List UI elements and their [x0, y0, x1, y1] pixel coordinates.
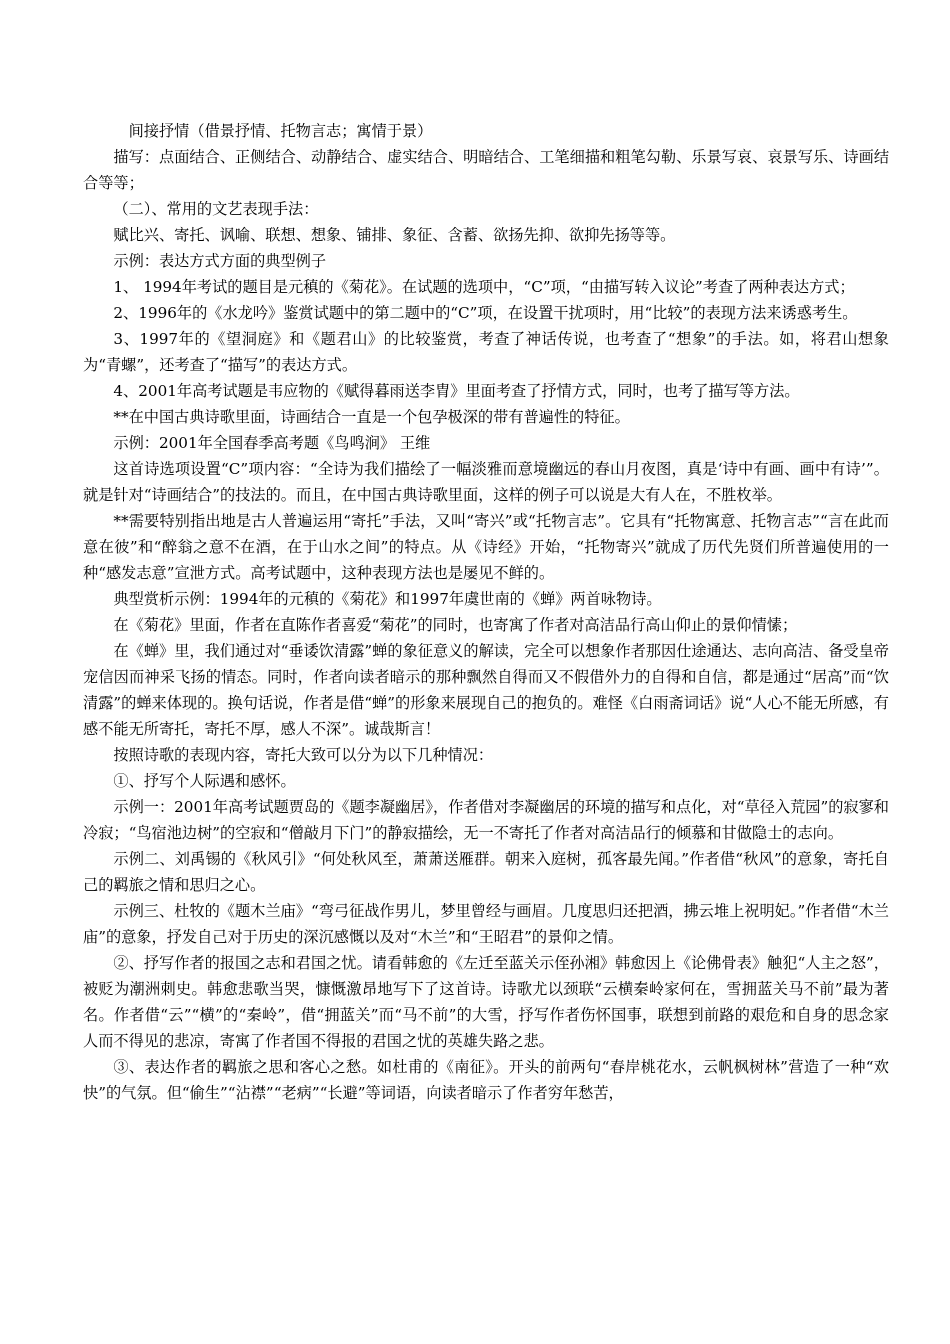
paragraph: 示例二、刘禹锡的《秋风引》“何处秋风至，萧萧送雁群。朝来入庭树，孤客最先闻。”作者借“秋风”的意象，寄托自己的羁旅之情和思归之心。	[83, 850, 889, 894]
paragraph: **在中国古典诗歌里面，诗画结合一直是一个包孕极深的带有普遍性的特征。	[113, 408, 630, 426]
list-item: ①、抒写个人际遇和感怀。	[113, 772, 296, 790]
list-item: ②、抒写作者的报国之志和君国之忧。请看韩愈的《左迁至蓝关示侄孙湘》韩愈因上《论佛骨表》触犯“人主之怒”，被贬为潮洲刺史。韩愈悲歌当哭，慷慨激昂地写下了这首诗。诗歌尤以颈联“云横秦岭家何在，雪拥蓝关马不前”最为著名。作者借“云”“横”的“秦岭”，借“拥蓝关”而“马不前”的大雪，抒写作者伤怀国事，联想到前路的艰危和自身的思念家人而不得见的悲凉，寄寓了作者国不得报的君国之忧的英雄失路之悲。	[83, 954, 889, 1050]
paragraph: 在《蝉》里，我们通过对“垂诿饮清露”蝉的象征意义的解读，完全可以想象作者那因仕途通达、志向高洁、备受皇帝宠信因而神采飞扬的情态。同时，作者向读者暗示的那种飘然自得而又不假借外力的自得和自信，都是通过“居高”而“饮清露”的蝉来体现的。换句话说，作者是借“蝉”的形象来展现自己的抱负的。难怪《白雨斋词话》说“人心不能无所感，有感不能无所寄托，寄托不厚，感人不深”。诚哉斯言！	[83, 642, 889, 738]
paragraph: 赋比兴、寄托、讽喻、联想、想象、铺排、象征、含蓄、欲扬先抑、欲抑先扬等等。	[113, 226, 676, 244]
paragraph: 示例：2001年全国春季高考题《鸟鸣涧》 王维	[113, 434, 431, 452]
paragraph: 示例三、杜牧的《题木兰庙》“弯弓征战作男儿，梦里曾经与画眉。几度思归还把酒，拂云堆上祝明妃。”作者借“木兰庙”的意象，抒发自己对于历史的深沉感慨以及对“木兰”和“王昭君”的景仰之情。	[83, 902, 889, 946]
list-item: 3、1997年的《望洞庭》和《题君山》的比较鉴赏，考查了神话传说，也考查了“想象”的手法。如，将君山想象为“青螺”，还考查了“描写”的表达方式。	[83, 330, 889, 374]
list-item: 1、 1994年考试的题目是元稹的《菊花》。在试题的选项中，“C”项，“由描写转入议论”考查了两种表达方式；	[113, 278, 855, 296]
paragraph: 描写：点面结合、正侧结合、动静结合、虚实结合、明暗结合、工笔细描和粗笔勾勒、乐景写哀、哀景写乐、诗画结合等等；	[83, 148, 889, 192]
paragraph: 按照诗歌的表现内容，寄托大致可以分为以下几种情况：	[113, 746, 494, 764]
list-item: ③、表达作者的羁旅之思和客心之愁。如杜甫的《南征》。开头的前两句“春岸桃花水，云帆枫树林”营造了一种“欢快”的气氛。但“偷生”“沾襟”“老病”“长避”等词语，向读者暗示了作者穷年愁苦，	[83, 1058, 889, 1102]
paragraph: 示例一：2001年高考试题贾岛的《题李凝幽居》，作者借对李凝幽居的环境的描写和点化，对“草径入荒园”的寂寥和冷寂；“鸟宿池边树”的空寂和“僧敲月下门”的静寂描绘，无一不寄托了作者对高洁品行的倾慕和甘做隐士的志向。	[83, 798, 889, 842]
document-page	[83, 118, 889, 1106]
list-item: 2、1996年的《水龙吟》鉴赏试题中的第二题中的“C”项，在设置干扰项时，用“比较”的表现方法来诱惑考生。	[113, 304, 858, 322]
paragraph: **需要特别指出地是古人普遍运用“寄托”手法，又叫“寄兴”或“托物言志”。它具有“托物寓意、托物言志”“言在此而意在彼”和“醉翁之意不在酒，在于山水之间”的特点。从《诗经》开始，“托物寄兴”就成了历代先贤们所普遍使用的一种“感发志意”宣泄方式。高考试题中，这种表现方法也是屡见不鲜的。	[83, 512, 889, 582]
paragraph: 这首诗选项设置“C”项内容：“全诗为我们描绘了一幅淡雅而意境幽远的春山月夜图，真是‘诗中有画、画中有诗’”。就是针对“诗画结合”的技法的。而且，在中国古典诗歌里面，这样的例子可以说是大有人在，不胜枚举。	[83, 460, 889, 504]
paragraph: 示例：表达方式方面的典型例子	[113, 252, 327, 270]
section-heading: （二）、常用的文艺表现手法：	[113, 200, 319, 218]
paragraph: 在《菊花》里面，作者在直陈作者喜爱“菊花”的同时，也寄寓了作者对高洁品行高山仰止的景仰情愫；	[113, 616, 798, 634]
list-item: 4、2001年高考试题是韦应物的《赋得暮雨送李胄》里面考查了抒情方式，同时，也考了描写等方法。	[113, 382, 800, 400]
paragraph: 典型赏析示例：1994年的元稹的《菊花》和1997年虞世南的《蝉》两首咏物诗。	[113, 590, 662, 608]
paragraph: 间接抒情（借景抒情、托物言志；寓情于景）	[128, 122, 433, 140]
